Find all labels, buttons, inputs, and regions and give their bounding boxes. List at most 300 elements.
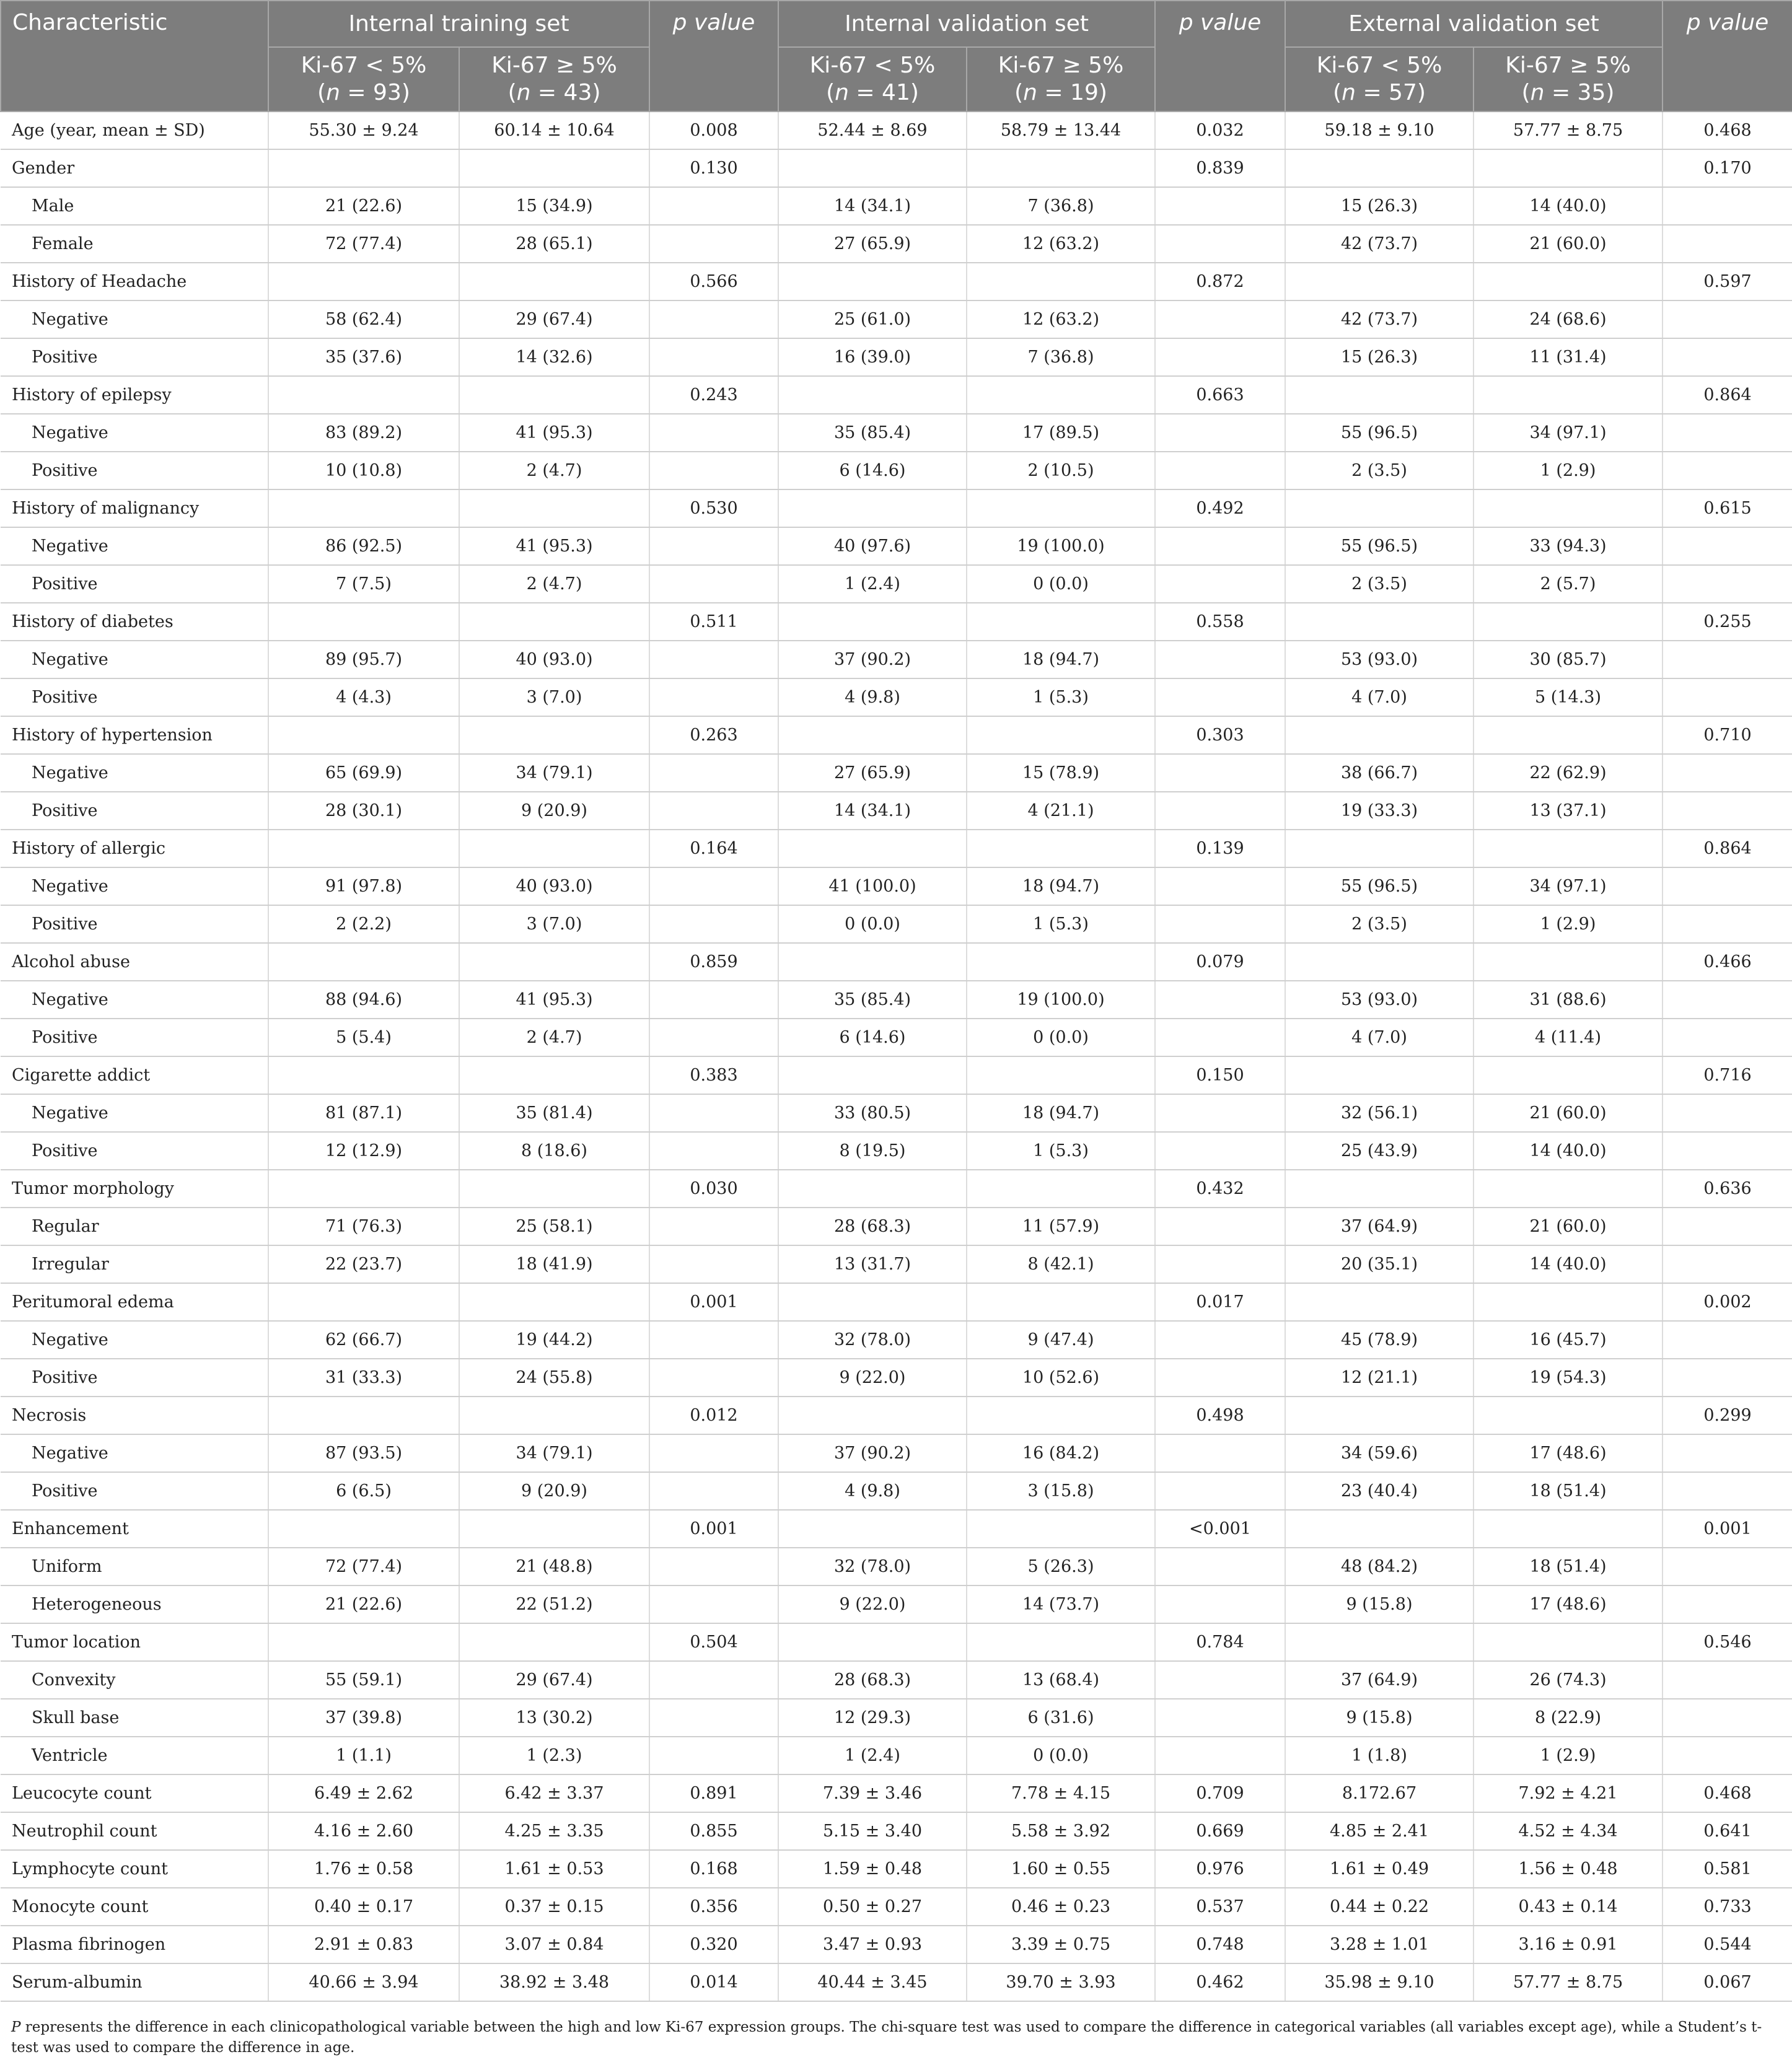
p-value-cell [1662,792,1792,830]
table-cell: 4.52 ± 4.34 [1474,1812,1662,1850]
p-value-cell [1662,754,1792,792]
table-cell [1285,263,1474,300]
table-cell: 12 (12.9) [268,1132,459,1170]
table-cell [459,943,649,981]
table-cell: 35 (37.6) [268,338,459,376]
table-cell: 15 (26.3) [1285,187,1474,225]
row-label: Age (year, mean ± SD) [1,112,268,149]
table-cell: 55.30 ± 9.24 [268,112,459,149]
table-cell [1474,1170,1662,1208]
table-cell: 86 (92.5) [268,527,459,565]
row-label: Negative [1,1434,268,1472]
p-value-cell [1662,452,1792,489]
table-cell: 21 (48.8) [459,1548,649,1585]
table-header [1,1,1792,112]
table-cell: 19 (100.0) [967,981,1155,1019]
row-label: Negative [1,981,268,1019]
table-cell [1285,1056,1474,1094]
table-cell: 6 (6.5) [268,1472,459,1510]
row-label: Plasma fibrinogen [1,1926,268,1963]
table-row [1,452,1792,489]
row-label: Positive [1,452,268,489]
table-cell [967,1056,1155,1094]
table-cell [1474,943,1662,981]
table-cell: 4.85 ± 2.41 [1285,1812,1474,1850]
table-cell: 0.40 ± 0.17 [268,1888,459,1926]
header-internal-training-set: Internal training set [268,1,649,47]
table-cell: 41 (95.3) [459,527,649,565]
header-external-validation-set: External validation set [1285,1,1662,47]
p-value-cell: 0.872 [1155,263,1285,300]
table-cell: 3.39 ± 0.75 [967,1926,1155,1963]
table-cell: 17 (48.6) [1474,1434,1662,1472]
header-sub-col [778,47,967,112]
p-value-cell: 0.432 [1155,1170,1285,1208]
table-cell: 6 (14.6) [778,452,967,489]
table-cell: 3.07 ± 0.84 [459,1926,649,1963]
table-cell: 55 (96.5) [1285,527,1474,565]
table-cell: 29 (67.4) [459,300,649,338]
table-cell: 38 (66.7) [1285,754,1474,792]
p-value-cell [1662,1245,1792,1283]
table-row [1,1170,1792,1208]
table-cell: 6 (31.6) [967,1699,1155,1737]
p-value-cell: 0.530 [649,489,778,527]
table-cell: 81 (87.1) [268,1094,459,1132]
table-cell: 65 (69.9) [268,754,459,792]
row-label: Negative [1,641,268,678]
p-value-cell: 0.001 [649,1510,778,1548]
table-cell: 23 (40.4) [1285,1472,1474,1510]
table-cell: 30 (85.7) [1474,641,1662,678]
table-row [1,1472,1792,1510]
table-cell [268,263,459,300]
table-cell: 1 (5.3) [967,1132,1155,1170]
table-cell: 2 (3.5) [1285,905,1474,943]
table-cell: 27 (65.9) [778,754,967,792]
table-cell [1474,376,1662,414]
table-cell: 10 (52.6) [967,1359,1155,1397]
table-cell: 38.92 ± 3.48 [459,1963,649,2001]
table-row [1,1737,1792,1774]
table-cell: 17 (89.5) [967,414,1155,452]
table-cell [1285,1510,1474,1548]
p-value-cell: 0.558 [1155,603,1285,641]
table-row [1,1359,1792,1397]
p-value-cell [649,1661,778,1699]
p-value-cell: 0.002 [1662,1283,1792,1321]
table-cell [778,943,967,981]
table-cell: 12 (29.3) [778,1699,967,1737]
p-value-cell: 0.716 [1662,1056,1792,1094]
p-value-cell [649,678,778,716]
p-value-cell: 0.511 [649,603,778,641]
table-cell [778,376,967,414]
p-value-cell [1662,1094,1792,1132]
table-cell: 55 (96.5) [1285,867,1474,905]
row-label: Positive [1,792,268,830]
table-cell: 14 (40.0) [1474,187,1662,225]
table-cell: 5 (14.3) [1474,678,1662,716]
p-value-cell [649,792,778,830]
table-cell: 4 (7.0) [1285,678,1474,716]
row-label: Serum-albumin [1,1963,268,2001]
table-cell [268,1510,459,1548]
p-value-cell: 0.891 [649,1774,778,1812]
table-cell: 27 (65.9) [778,225,967,263]
table-cell: 25 (43.9) [1285,1132,1474,1170]
p-value-cell: 0.383 [649,1056,778,1094]
table-cell [1474,716,1662,754]
table-cell: 0.44 ± 0.22 [1285,1888,1474,1926]
table-cell [778,603,967,641]
row-label: Positive [1,1132,268,1170]
table-cell: 7.78 ± 4.15 [967,1774,1155,1812]
row-label: Cigarette addict [1,1056,268,1094]
table-cell: 33 (80.5) [778,1094,967,1132]
row-label: Negative [1,867,268,905]
p-value-cell [1155,1585,1285,1623]
table-cell: 31 (33.3) [268,1359,459,1397]
p-value-cell: 0.017 [1155,1283,1285,1321]
header-n-label: (n = 41) [826,80,919,105]
table-cell: 45 (78.9) [1285,1321,1474,1359]
table-cell: 11 (31.4) [1474,338,1662,376]
table-cell: 1.60 ± 0.55 [967,1850,1155,1888]
table-cell: 18 (51.4) [1474,1548,1662,1585]
table-cell: 10 (10.8) [268,452,459,489]
header-ki67-label: Ki-67 < 5% [1316,53,1443,78]
p-value-cell [649,905,778,943]
row-label: Monocyte count [1,1888,268,1926]
table-cell: 18 (51.4) [1474,1472,1662,1510]
header-sub-col [1285,47,1474,112]
table-cell [778,716,967,754]
table-cell: 72 (77.4) [268,225,459,263]
p-value-cell [1662,225,1792,263]
table-cell: 19 (100.0) [967,527,1155,565]
table-cell: 34 (79.1) [459,1434,649,1472]
p-value-cell [1155,754,1285,792]
p-value-cell [1662,187,1792,225]
p-value-cell [649,1699,778,1737]
table-row [1,981,1792,1019]
header-n-label: (n = 35) [1521,80,1615,105]
p-value-cell [649,452,778,489]
table-row [1,300,1792,338]
table-cell: 15 (26.3) [1285,338,1474,376]
row-label: History of malignancy [1,489,268,527]
table-row [1,1434,1792,1472]
p-value-cell [1662,1737,1792,1774]
table-cell: 1 (2.4) [778,565,967,603]
table-cell: 21 (60.0) [1474,1094,1662,1132]
p-value-cell: 0.263 [649,716,778,754]
table-cell: 9 (20.9) [459,1472,649,1510]
table-row [1,867,1792,905]
table-row [1,1019,1792,1056]
table-cell [1285,1397,1474,1434]
table-row [1,1510,1792,1548]
table-cell: 0.37 ± 0.15 [459,1888,649,1926]
table-row [1,1850,1792,1888]
table-cell: 62 (66.7) [268,1321,459,1359]
table-cell [778,489,967,527]
table-cell: 8 (19.5) [778,1132,967,1170]
table-cell [967,376,1155,414]
table-cell: 2 (4.7) [459,565,649,603]
row-label: Uniform [1,1548,268,1585]
table-cell: 19 (33.3) [1285,792,1474,830]
p-value-cell [1662,1321,1792,1359]
table-cell [1285,489,1474,527]
row-label: Gender [1,149,268,187]
p-value-cell [1155,1245,1285,1283]
table-row [1,1585,1792,1623]
p-value-cell [1662,905,1792,943]
p-value-cell [649,338,778,376]
table-cell: 1 (2.3) [459,1737,649,1774]
table-row [1,943,1792,981]
table-cell: 21 (22.6) [268,1585,459,1623]
table-cell: 57.77 ± 8.75 [1474,112,1662,149]
table-cell: 60.14 ± 10.64 [459,112,649,149]
p-value-cell [1155,867,1285,905]
table-cell [778,830,967,867]
table-row [1,1208,1792,1245]
table-row [1,414,1792,452]
table-cell: 72 (77.4) [268,1548,459,1585]
table-row [1,1699,1792,1737]
p-value-cell: 0.669 [1155,1812,1285,1850]
p-value-cell: 0.303 [1155,716,1285,754]
table-row [1,1245,1792,1283]
table-cell: 37 (90.2) [778,1434,967,1472]
p-value-cell: 0.784 [1155,1623,1285,1661]
table-cell: 12 (63.2) [967,225,1155,263]
table-cell [459,830,649,867]
table-cell [268,1170,459,1208]
table-cell: 2 (3.5) [1285,452,1474,489]
p-value-cell: 0.468 [1662,112,1792,149]
table-cell: 28 (65.1) [459,225,649,263]
table-cell: 8 (42.1) [967,1245,1155,1283]
p-value-cell: 0.859 [649,943,778,981]
table-cell: 12 (63.2) [967,300,1155,338]
header-n-label: (n = 43) [507,80,601,105]
row-label: Negative [1,1094,268,1132]
p-value-cell [1662,565,1792,603]
table-cell: 0.46 ± 0.23 [967,1888,1155,1926]
table-row [1,149,1792,187]
p-value-cell [1155,452,1285,489]
table-cell [967,489,1155,527]
table-row [1,1132,1792,1170]
table-cell: 2 (3.5) [1285,565,1474,603]
table-cell: 9 (20.9) [459,792,649,830]
table-cell: 35 (85.4) [778,414,967,452]
row-label: Positive [1,905,268,943]
table-cell [459,376,649,414]
table-cell: 7.92 ± 4.21 [1474,1774,1662,1812]
table-cell: 4 (11.4) [1474,1019,1662,1056]
p-value-cell [1662,527,1792,565]
table-cell: 37 (39.8) [268,1699,459,1737]
row-label: Regular [1,1208,268,1245]
table-cell [1474,263,1662,300]
p-value-cell: 0.709 [1155,1774,1285,1812]
table-cell: 34 (97.1) [1474,867,1662,905]
table-cell [459,263,649,300]
table-cell [1474,1397,1662,1434]
table-cell: 4.16 ± 2.60 [268,1812,459,1850]
table-cell: 7 (36.8) [967,187,1155,225]
row-label: Negative [1,414,268,452]
p-value-cell [1155,792,1285,830]
p-value-cell: 0.864 [1662,376,1792,414]
p-value-cell: 0.976 [1155,1850,1285,1888]
row-label: Ventricle [1,1737,268,1774]
p-value-cell [649,1434,778,1472]
table-cell [967,149,1155,187]
header-characteristic: Characteristic [1,1,268,112]
row-label: History of allergic [1,830,268,867]
table-row [1,1397,1792,1434]
row-label: Negative [1,527,268,565]
table-cell: 3 (7.0) [459,905,649,943]
p-value-cell [649,1019,778,1056]
p-value-cell: 0.839 [1155,149,1285,187]
table-cell: 17 (48.6) [1474,1585,1662,1623]
table-cell: 1 (1.1) [268,1737,459,1774]
table-cell: 18 (41.9) [459,1245,649,1283]
p-value-cell: 0.641 [1662,1812,1792,1850]
table-cell: 41 (95.3) [459,981,649,1019]
p-value-cell: 0.008 [649,112,778,149]
p-value-cell: 0.498 [1155,1397,1285,1434]
p-value-cell [1155,300,1285,338]
table-cell: 14 (32.6) [459,338,649,376]
table-cell: 1 (5.3) [967,905,1155,943]
table-cell [268,1283,459,1321]
row-label: Heterogeneous [1,1585,268,1623]
p-value-cell [1155,1737,1285,1774]
table-cell [459,1623,649,1661]
table-cell: 35 (81.4) [459,1094,649,1132]
p-value-cell [1155,1208,1285,1245]
p-value-cell [1155,981,1285,1019]
header-n-label: (n = 93) [317,80,410,105]
table-cell [459,1397,649,1434]
row-label: Positive [1,565,268,603]
table-cell [268,1397,459,1434]
table-cell: 40.66 ± 3.94 [268,1963,459,2001]
p-value-cell [1155,905,1285,943]
p-value-cell [1155,527,1285,565]
table-cell [1285,149,1474,187]
table-row [1,565,1792,603]
row-label: Necrosis [1,1397,268,1434]
table-row [1,603,1792,641]
table-cell: 35 (85.4) [778,981,967,1019]
table-row [1,792,1792,830]
table-cell: 21 (60.0) [1474,1208,1662,1245]
table-cell: 53 (93.0) [1285,981,1474,1019]
table-cell: 1 (2.9) [1474,905,1662,943]
table-cell: 55 (96.5) [1285,414,1474,452]
table-cell [778,1510,967,1548]
table-cell: 42 (73.7) [1285,225,1474,263]
p-value-cell: 0.537 [1155,1888,1285,1926]
table-cell: 0.50 ± 0.27 [778,1888,967,1926]
table-cell: 14 (40.0) [1474,1132,1662,1170]
header-p-value-external-validation: p value [1662,1,1792,112]
p-value-cell: 0.170 [1662,149,1792,187]
p-value-cell: <0.001 [1155,1510,1285,1548]
p-value-cell [1155,1434,1285,1472]
p-value-cell [649,1737,778,1774]
p-value-cell [1662,1661,1792,1699]
p-value-cell [1155,1359,1285,1397]
p-value-cell [649,1132,778,1170]
table-cell: 52.44 ± 8.69 [778,112,967,149]
table-cell: 1 (2.9) [1474,452,1662,489]
table-cell: 9 (22.0) [778,1585,967,1623]
table-cell: 91 (97.8) [268,867,459,905]
table-cell [268,603,459,641]
table-row [1,112,1792,149]
p-value-cell: 0.492 [1155,489,1285,527]
table-cell: 41 (100.0) [778,867,967,905]
row-label: Positive [1,1359,268,1397]
table-cell: 28 (68.3) [778,1661,967,1699]
table-cell: 83 (89.2) [268,414,459,452]
table-cell: 26 (74.3) [1474,1661,1662,1699]
table-cell: 42 (73.7) [1285,300,1474,338]
p-value-cell [649,1245,778,1283]
table-row [1,830,1792,867]
row-label: Positive [1,1472,268,1510]
table-row [1,489,1792,527]
table-row [1,187,1792,225]
table-cell: 7.39 ± 3.46 [778,1774,967,1812]
table-cell: 4 (4.3) [268,678,459,716]
table-cell: 0 (0.0) [967,565,1155,603]
header-ki67-label: Ki-67 < 5% [809,53,936,78]
table-cell [268,1623,459,1661]
table-cell: 3 (15.8) [967,1472,1155,1510]
table-cell: 34 (97.1) [1474,414,1662,452]
row-label: Lymphocyte count [1,1850,268,1888]
table-cell [1474,1056,1662,1094]
table-cell [967,263,1155,300]
table-cell [1474,1283,1662,1321]
p-value-cell: 0.001 [649,1283,778,1321]
p-value-cell: 0.164 [649,830,778,867]
p-value-cell [1662,641,1792,678]
p-value-cell [1155,1019,1285,1056]
table-cell: 24 (68.6) [1474,300,1662,338]
table-cell: 0 (0.0) [778,905,967,943]
header-ki67-label: Ki-67 ≥ 5% [998,53,1124,78]
p-value-cell: 0.299 [1662,1397,1792,1434]
table-cell: 53 (93.0) [1285,641,1474,678]
p-value-cell [649,981,778,1019]
row-label: Female [1,225,268,263]
table-cell [778,1056,967,1094]
table-row [1,641,1792,678]
p-value-cell: 0.710 [1662,716,1792,754]
